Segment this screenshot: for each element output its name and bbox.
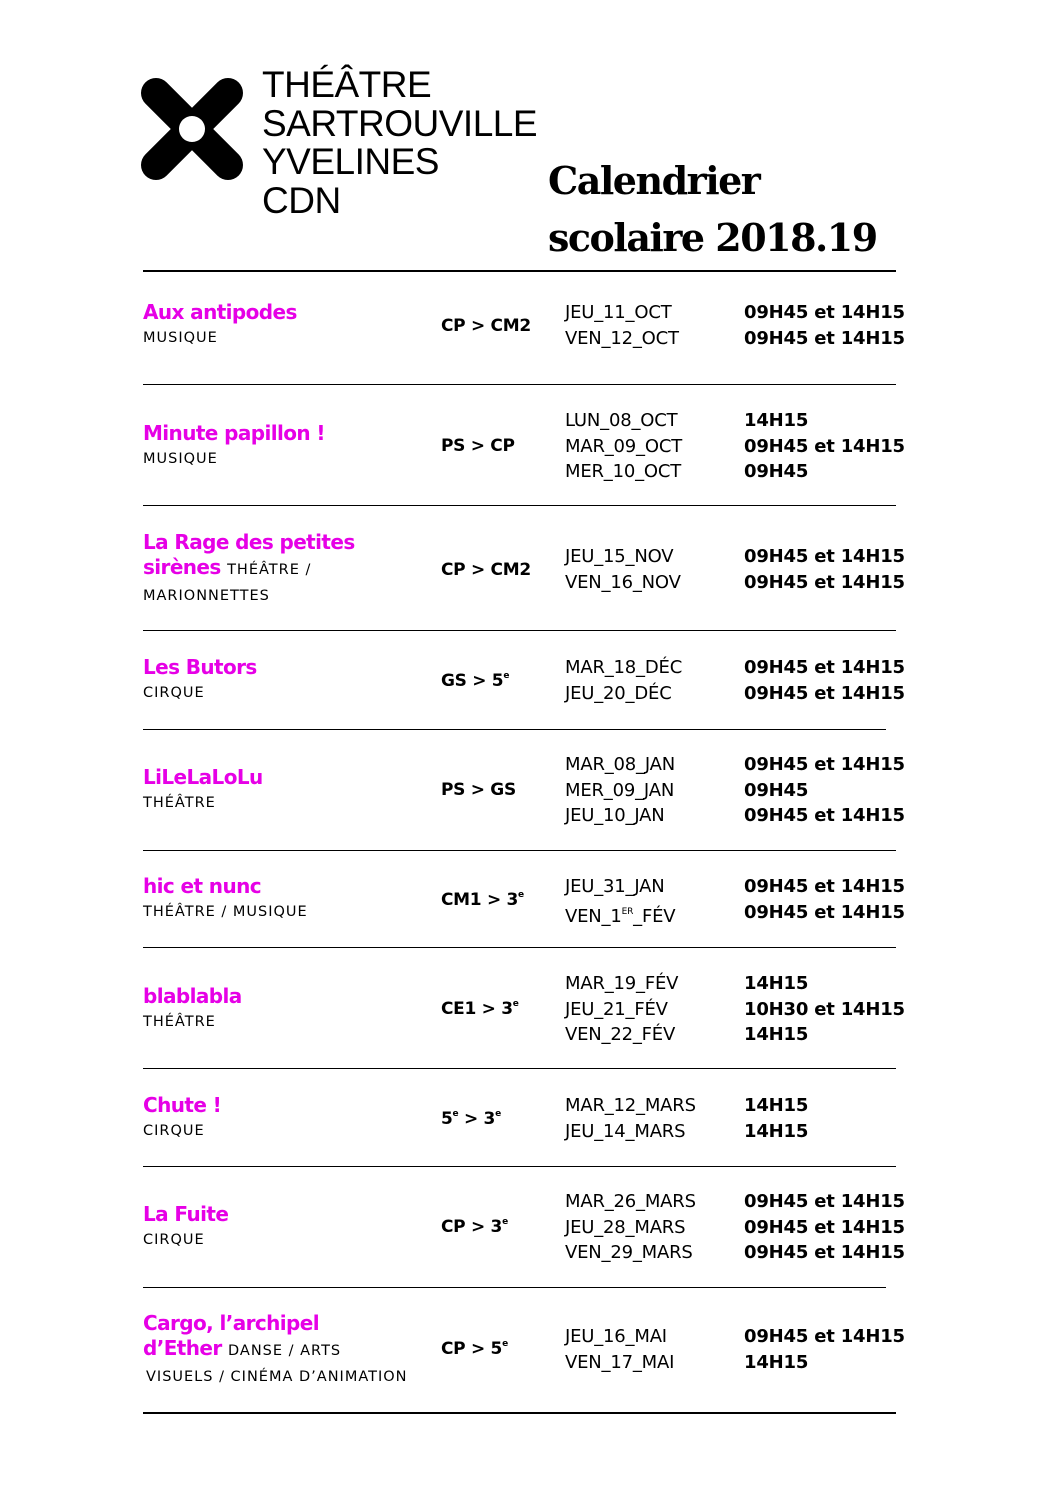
time: 09H45 et 14H15 — [744, 876, 905, 897]
dates-list — [565, 1324, 674, 1375]
level-to: CP — [490, 436, 515, 456]
time: 09H45 et 14H15 — [744, 546, 905, 567]
level-from: 5 — [441, 1109, 453, 1129]
row-divider — [143, 1166, 896, 1167]
show-title: Chute ! — [143, 1093, 222, 1117]
show-title: La Fuite — [143, 1202, 229, 1226]
school-level: PS > CP — [441, 436, 515, 456]
level-from: CP — [441, 1339, 466, 1359]
time: 14H15 — [744, 1120, 809, 1142]
show-title-line2 — [143, 1336, 443, 1364]
show-genre: THÉÂTRE / — [227, 562, 312, 578]
date: VEN_16_NOV — [565, 571, 681, 593]
level-to: CM2 — [490, 560, 531, 580]
date: MAR_12_MARS — [565, 1095, 696, 1116]
level-from: CP — [441, 316, 466, 336]
dates-list — [565, 752, 675, 829]
row-divider — [143, 1287, 886, 1288]
school-level: $5^e > 3^e$ — [441, 1109, 501, 1129]
theatre-name — [262, 66, 537, 220]
date: JEU_15_NOV — [565, 546, 674, 567]
level-to: 5 — [491, 671, 504, 691]
date: VEN_29_MARS — [565, 1242, 693, 1263]
date — [565, 900, 675, 930]
time: 10H30 et 14H15 — [744, 998, 905, 1020]
date: JEU_21_FÉV — [565, 998, 668, 1020]
dates-list — [565, 408, 682, 485]
time: 09H45 et 14H15 — [744, 682, 905, 704]
show-genre: CIRQUE — [143, 1123, 205, 1139]
date: JEU_31_JAN — [565, 876, 665, 897]
date: MAR_18_DÉC — [565, 657, 683, 678]
level-from: CP — [441, 1217, 466, 1237]
time: 09H45 et 14H15 — [744, 1191, 905, 1212]
show-genre: MUSIQUE — [143, 330, 218, 346]
show-genre: THÉÂTRE — [143, 1014, 216, 1030]
show-genre: CIRQUE — [143, 1232, 205, 1248]
row-divider — [143, 630, 896, 631]
times-list — [744, 655, 905, 706]
theatre-name-line: YVELINES — [262, 141, 439, 182]
level-to: 3 — [490, 1217, 503, 1237]
school-level: CP > CM2 — [441, 316, 531, 336]
time: 09H45 et 14H15 — [744, 1216, 905, 1238]
dates-list — [565, 874, 675, 929]
time: 14H15 — [744, 1351, 809, 1373]
time: 09H45 et 14H15 — [744, 1242, 905, 1263]
dates-list — [565, 1189, 696, 1266]
level-to: 3 — [506, 890, 519, 910]
level-to: 3 — [501, 999, 513, 1019]
show-genre: THÉÂTRE / MUSIQUE — [143, 904, 308, 920]
school-level: CP > CM2 — [441, 560, 531, 580]
school-level: $CM1 > 3^e$ — [441, 890, 524, 910]
show-genre: MUSIQUE — [143, 451, 218, 467]
show-genre: CIRQUE — [143, 685, 205, 701]
level-sup: e — [502, 1339, 508, 1349]
show-title: LiLeLaLoLu — [143, 765, 263, 789]
show-title: Les Butors — [143, 655, 257, 679]
times-list — [744, 1189, 905, 1266]
time: 09H45 et 14H15 — [744, 302, 905, 323]
level-from: CP — [441, 560, 466, 580]
time: 14H15 — [744, 973, 809, 994]
level-from: GS — [441, 671, 467, 691]
show-title: hic et nunc — [143, 874, 261, 898]
date: MER_10_OCT — [565, 461, 682, 482]
row-divider — [143, 729, 886, 730]
time: 14H15 — [744, 1024, 809, 1045]
show-title-cont: sirènes — [143, 555, 221, 579]
time: 09H45 — [744, 779, 809, 801]
row-divider — [143, 1068, 896, 1069]
show-title: Aux antipodes — [143, 300, 297, 324]
date: VEN_22_FÉV — [565, 1024, 676, 1045]
show-title: blablabla — [143, 984, 242, 1008]
date: MAR_26_MARS — [565, 1191, 696, 1212]
dates-list — [565, 655, 682, 706]
page-title — [548, 152, 877, 266]
theatre-name-line: CDN — [262, 179, 341, 221]
time: 14H15 — [744, 1095, 809, 1116]
date: JEU_14_MARS — [565, 1120, 686, 1142]
level-to: 3 — [483, 1109, 496, 1129]
time: 09H45 et 14H15 — [744, 1326, 905, 1347]
dates-list — [565, 1093, 696, 1144]
school-level: CP > $3^e$ — [441, 1217, 508, 1237]
level-from: CE1 — [441, 999, 477, 1019]
date: JEU_11_OCT — [565, 302, 672, 323]
dates-list — [565, 300, 679, 351]
show-genre: DANSE / ARTS — [227, 1343, 342, 1359]
page-title-line: scolaire 2018.19 — [548, 215, 877, 260]
level-sup: e — [495, 1109, 501, 1119]
date: JEU_28_MARS — [565, 1216, 686, 1238]
show-title: Minute papillon ! — [143, 421, 325, 445]
theatre-name-line: SARTROUVILLE — [262, 102, 538, 144]
times-list — [744, 1093, 808, 1144]
show-title: Cargo, l’archipel — [143, 1311, 319, 1335]
date-part: VEN_1 — [565, 905, 622, 927]
level-sup: e — [503, 671, 510, 681]
date: JEU_20_DÉC — [565, 682, 672, 704]
school-level: PS > GS — [441, 780, 516, 800]
show-genre-cont: MARIONNETTES — [143, 588, 270, 604]
times-list — [744, 971, 905, 1048]
level-sup: e — [518, 890, 524, 900]
show-genre-cont: VISUELS / CINÉMA D’ANIMATION — [146, 1369, 408, 1385]
level-sup: e — [512, 999, 519, 1009]
times-list — [744, 752, 905, 829]
times-list — [744, 874, 905, 925]
time: 09H45 et 14H15 — [744, 327, 905, 349]
date: MAR_19_FÉV — [565, 973, 679, 994]
theatre-name-line: THÉÂTRE — [262, 64, 432, 105]
row-divider — [143, 850, 896, 851]
dates-list — [565, 544, 681, 595]
row-divider — [143, 947, 896, 948]
row-divider — [143, 384, 896, 385]
time: 14H15 — [744, 410, 809, 431]
time: 09H45 — [744, 461, 809, 482]
date-sup: ER — [621, 906, 634, 917]
time: 09H45 et 14H15 — [744, 901, 905, 923]
level-sup: e — [452, 1109, 459, 1119]
date: LUN_08_OCT — [565, 410, 678, 431]
level-to: CM2 — [490, 316, 531, 336]
date: VEN_17_MAI — [565, 1351, 675, 1373]
times-list — [744, 1324, 905, 1375]
show-genre: THÉÂTRE — [143, 795, 216, 811]
times-list — [744, 300, 905, 351]
school-level: CP > $5^e$ — [441, 1339, 508, 1359]
level-to: GS — [490, 780, 516, 800]
row-divider — [143, 505, 896, 506]
top-divider — [143, 270, 896, 272]
time: 09H45 et 14H15 — [744, 805, 905, 826]
time: 09H45 et 14H15 — [744, 754, 905, 775]
date: MAR_09_OCT — [565, 435, 682, 457]
level-from: CM1 — [441, 890, 482, 910]
date: MER_09_JAN — [565, 779, 675, 801]
date: VEN_12_OCT — [565, 327, 679, 349]
times-list — [744, 408, 905, 485]
school-level: GS > $5^e$ — [441, 671, 510, 691]
page-title-line: Calendrier — [548, 158, 760, 203]
date: JEU_10_JAN — [565, 805, 665, 826]
date: MAR_08_JAN — [565, 754, 676, 775]
bottom-divider — [143, 1412, 896, 1414]
time: 09H45 et 14H15 — [744, 657, 905, 678]
show-title-cont: d’Ether — [143, 1336, 222, 1360]
level-from: PS — [441, 436, 466, 456]
show-title: La Rage des petites — [143, 530, 355, 554]
date-part: _FÉV — [633, 905, 676, 927]
theatre-logo-icon — [139, 76, 245, 182]
time: 09H45 et 14H15 — [744, 435, 905, 457]
time: 09H45 et 14H15 — [744, 571, 905, 593]
level-from: PS — [441, 780, 466, 800]
school-level: $CE1 > 3^e$ — [441, 999, 519, 1019]
level-sup: e — [502, 1217, 508, 1227]
show-title-line2 — [143, 555, 443, 583]
date: JEU_16_MAI — [565, 1326, 667, 1347]
times-list — [744, 544, 905, 595]
level-to: 5 — [490, 1339, 503, 1359]
dates-list — [565, 971, 678, 1048]
